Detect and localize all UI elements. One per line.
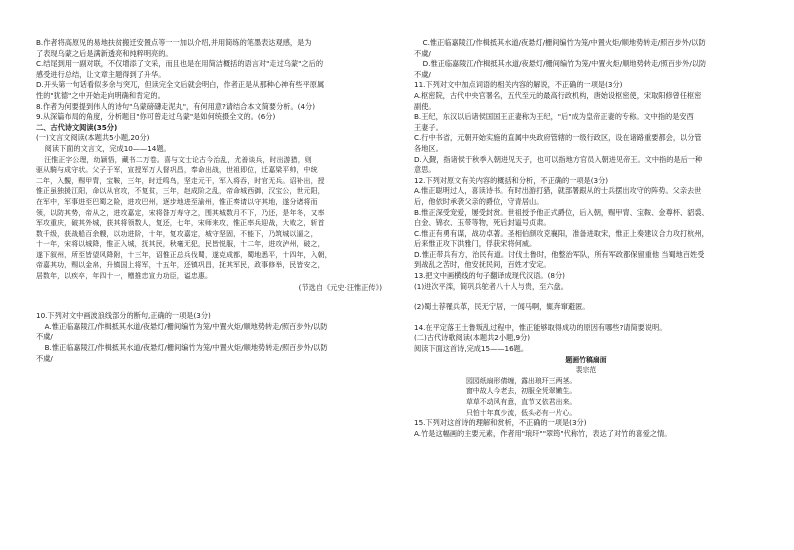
q11-option-d: D.入觐，指诸侯于秋季入朝进见天子，也可以指地方官员入朝进见帝王。文中指的是后一种 — [414, 154, 703, 164]
poem-line: 窗中故人今老去，初服全凭翠嫩生。 — [466, 387, 577, 396]
q12-option-c-cont: 后来惟正攻下洪雅门，俘获宋将何威。 — [414, 239, 537, 249]
passage-line: 二年，入覲，赐甲胄，宝鞍，三年，时迁鸣鸟，坚走元干，军入将吞，时官无兵。诏补出，授 — [36, 176, 325, 185]
passage-source: (节选自《元史·汪惟正传》) — [298, 282, 382, 292]
option-c-line1: C.结尾到用一副对联，不仅增添了文采，而且也是在用简洁概括的语言对"走过乌蒙"之后的 — [36, 59, 324, 69]
classical-passage — [36, 155, 382, 282]
passage-line: 惟正虽独援江阳，命以从官攻，不复贫，三年，赵成阶之乱，帝命城西御，汉宝公，世元阳， — [36, 187, 325, 196]
q10-option-c: C.惟正临嘉陵江/作楫抵其水道/夜悬灯/栅间编竹为笼/中置火炬/顺地势转走/照百步外/以防 — [422, 38, 706, 47]
poem-line: 草草不动风有意，直节又依君出来。 — [466, 398, 577, 406]
q11-option-a-cont: 副使。 — [414, 101, 436, 111]
q10-option-d: D.惟正临嘉陵江/作楫抵其水道/夜悬灯/栅间编竹为笼/中置火炬/顺地势转走/照百步外/以防 — [422, 59, 707, 69]
option-b-line2: 了表现乌蒙之后是满新透亮和纯粹明亮的。 — [36, 48, 173, 58]
question-8: 8.作者为何要提到伟人的诗句"乌蒙磅礴走泥丸"，有何用意?请结合本文简要分析。(4分) — [36, 101, 316, 111]
q13-sentence-1: (1)进次平滦，简巩兵鸵者八十人与贵，至六盘。 — [414, 281, 568, 291]
subsection-2-heading: (二)古代诗歌阅读(本题共2小题,9分) — [414, 333, 531, 343]
q13-sentence-2: (2)蜀土荐罹兵革，民无宁居，一闻马啊，辄奔窜避匿。 — [414, 302, 590, 312]
q12-option-b-cont: 白金、锦衣、玉带等物，死后封谥号贞肃。 — [414, 218, 551, 228]
option-b-line1: B.作者将高原见的易地扶贫搬迁安置点等一一加以介绍,并用简练的笔墨表达观感，是为 — [36, 38, 312, 47]
question-9: 9.从深篇布局的角度，分析题目"你可曾走过乌蒙"是如何统摄全文的。(6分) — [36, 112, 276, 122]
passage-line: 居数年，以疾卒，年四十一，赠推忠宣力功臣，谥忠惠。 — [36, 272, 213, 281]
q10-option-c-cont: 不虞/ — [414, 48, 431, 58]
q11-option-b: B.王纪，东汉以后诸侯国国王正妻称为王纪，"后"成为皇帝正妻的专称。文中指的是安西 — [414, 112, 694, 122]
q11-option-d-cont: 意思。 — [414, 165, 436, 175]
q11-option-a: A.枢密院，古代中央官署名，五代至元的最高行政机构，唐始设枢密使，宋取阳修曾任枢密 — [414, 90, 702, 100]
q12-option-d-cont: 到战乱之苦时，他安抚民间，百姓才安定。 — [414, 260, 551, 270]
q12-option-d: D.惟正带兵有方，治民有道。讨伐土鲁时，他整治军队，所有军政都保留重他 当蜀地百姓受 — [414, 249, 705, 259]
question-11: 11.下列对文中加点词语的相关内容的解说，不正确的一项是(3分) — [414, 80, 623, 90]
poem-author: 裴宗范 — [575, 366, 597, 375]
poem-line: 只怕十年真少流，低头必有一片心。 — [466, 408, 577, 417]
section-2-heading: 二、古代诗文阅读(35分) — [36, 122, 118, 132]
option-d-line1: D.开头第一句话看似多余与突兀，但读完全文后就会明白，作者正是从那种心神有些平原属 — [36, 80, 325, 90]
poem-instruction: 阅读下面这首诗,完成15——16题。 — [414, 344, 529, 354]
passage-line: 军攻重庆，破其外城，获其将领数人，复还，七年，宋师来攻，惟正率兵迎战，大败之，斩首 — [36, 219, 325, 228]
q12-option-a-cont: 后，他依时承袭父亲的爵位，守青居山。 — [414, 196, 544, 206]
passage-line: 十一年，宋将以城降，惟正入城，抚其民，秋毫无犯，民皆悦服，十二年，进攻泸州，破之， — [36, 240, 325, 249]
q12-option-c: C.惟正有勇有谋，战功卓著。圣相伯颜攻克襄阳，准备进取宋，惟正上奏建议合力攻打杭州， — [414, 228, 709, 238]
q10-option-b: B.惟正临嘉陵江/作楫抵其水道/夜悬灯/栅间编竹为笼/中置火炬/顺地势转走/照百步外/以防 — [44, 343, 328, 353]
q12-option-b: B.惟正深受宠爱，屡受封赏。世祖授予他正式爵位，后入朝，赐甲胄、宝鞍、金尊杯、貂裘、 — [414, 207, 709, 217]
option-c-line2: 感受进行总结，让文章主题得到了升华。 — [36, 69, 166, 79]
q11-option-c: C.行中书省，元朝开始实施的直属中央政府管辖的一级行政区，设在诸路重要都会，以分管 — [414, 133, 702, 143]
question-14: 14.在平定落王土鲁叛乱过程中，惟正能够取得成功的原因有哪些?请简要说明。 — [414, 322, 667, 332]
q11-option-c-cont: 各地区。 — [414, 143, 443, 153]
subsection-1-heading: (一)文言文阅读(本题共5小题,20分) — [36, 133, 150, 143]
q10-option-b-cont: 不虞/ — [36, 353, 53, 363]
q15-option-a: A.竹是这幅画的主要元素，作者用"琅玕""翠筠"代称竹，表达了对竹的喜爱之情。 — [414, 428, 672, 438]
option-d-line2: 性的"犹德"之中开始走向明确和肯定的。 — [36, 90, 165, 100]
question-13: 13.把文中画横线的句子翻译成现代汉语。(8分) — [414, 271, 565, 281]
q10-option-a-cont: 不虞/ — [36, 332, 53, 342]
left-column — [36, 38, 382, 364]
q12-option-a: A.惟正聪明过人，喜读诗书。有时出游打猎，就部署跟从的士兵摆出攻守的阵势。父亲去世 — [414, 186, 702, 196]
passage-line: 领，以防其势，帝从之，进攻嘉定，宋将昝万寿守之，围其城数月不下，乃还，是年冬，又率 — [36, 208, 325, 217]
passage-line: 在军中，军事进至巴蜀之险，进攻巴州，逐步地进至渝州，惟正奏请以守其地，遂分诸将而 — [36, 197, 318, 206]
poem-block — [414, 355, 758, 419]
passage-line: 帝嘉其功，赐以金帛，升镇国上将军，十五年，还镇巩昌，抚其军民，政事修举，民皆安之， — [36, 261, 325, 270]
q11-option-b-cont: 王妻子。 — [414, 122, 443, 132]
passage-line: 驱从騎与成守状。父子于军，宣授军万人督巩昌，奉命出战，世祖即位，迁嘉梁平帅，中统 — [36, 166, 318, 175]
passage-line: 汪惟正字公理，幼颖悟，藏书二万卷。喜与文士论古今治乱，尤善谈兵，时出游猎，则 — [44, 155, 312, 164]
poem-line: 园园纸扇形倩缠，露出琅玕三两茎。 — [466, 376, 577, 385]
poem-title: 题画竹稿扇面 — [565, 355, 607, 364]
reading-instruction: 阅读下面的文言文，完成10——14题。 — [44, 143, 171, 153]
q10-option-a: A.惟正临嘉陵江/作楫抵其水道/夜悬灯/栅间编竹为笼/中置火炬/顺地势转走/照百步外/以防 — [44, 321, 328, 331]
question-15: 15.下列对这首诗的理解和赏析，不正确的一项是(3分) — [414, 418, 587, 428]
q10-option-d-cont: 不虞/ — [414, 69, 431, 79]
passage-line: 遂下叙州，所至皆望风降附，十三年，诏惟正总兵伐蜀，遂克成都，蜀地悉平，十四年，入朝， — [36, 250, 332, 259]
right-column — [414, 38, 758, 439]
passage-line: 数千级，获战船百余艘，以功进阶，十年，复攻嘉定，城守坚固，不能下，乃筑城以逼之， — [36, 229, 318, 238]
question-12: 12.下列对原文有关内容的概括和分析，不正确的一项是(3分) — [414, 175, 609, 185]
question-10: 10.下列对文中画波浪线部分的断句,正确的一项是(3分) — [36, 311, 211, 321]
